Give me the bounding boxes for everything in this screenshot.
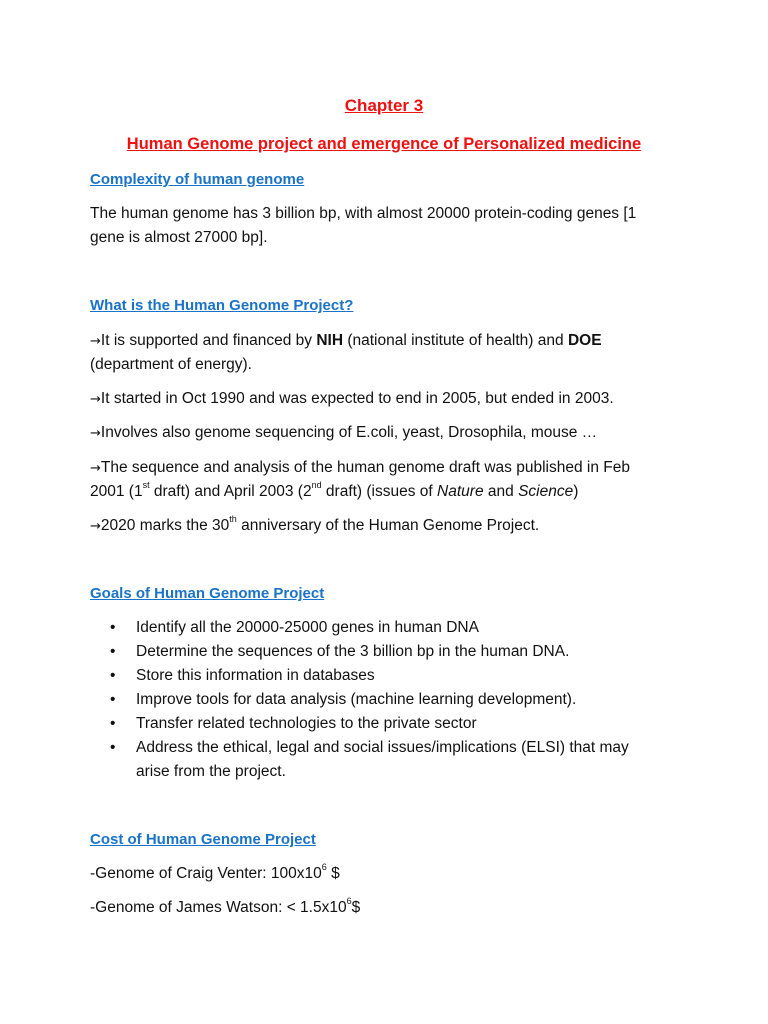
paragraph-line: The human genome has 3 billion bp, with almost 20000 protein-coding genes [1: [90, 205, 637, 222]
arrow-item: →It is supported and financed by NIH (national institute of health) and DOE: [90, 332, 602, 349]
bullet-icon: •: [110, 691, 116, 708]
list-item: • Determine the sequences of the 3 billion bp in the human DNA.: [110, 640, 670, 664]
list-item: • Store this information in databases: [110, 664, 670, 688]
bullet-icon: •: [110, 715, 116, 732]
cost-line: -Genome of James Watson: < $1.5x10^6\$$: [90, 895, 361, 916]
list-item: • Identify all the 20000-25000 genes in human DNA: [110, 616, 670, 640]
arrow-item: →Involves also genome sequencing of E.coli, yeast, Drosophila, mouse …: [90, 424, 598, 441]
arrow-item-continuation: (department of energy).: [90, 356, 252, 373]
bullet-icon: •: [110, 619, 116, 636]
arrow-item: →2020 marks the 30th anniversary of the Human Genome Project.: [90, 513, 540, 534]
document-title: Human Genome project and emergence of Personalized medicine: [126, 135, 642, 153]
bullet-icon: •: [110, 739, 116, 756]
arrow-item: →It started in Oct 1990 and was expected to end in 2005, but ended in 2003.: [90, 390, 614, 407]
cost-line: -Genome of Craig Venter: $100x10^6$ $: [90, 861, 340, 882]
list-item: • Improve tools for data analysis (machine learning development).: [110, 688, 670, 712]
chapter-heading: Chapter 3: [344, 96, 424, 115]
arrow-icon: →: [90, 519, 101, 534]
section-heading-goals: Goals of Human Genome Project: [90, 585, 325, 602]
section-heading-cost: Cost of Human Genome Project: [90, 831, 316, 848]
section-heading-complexity: Complexity of human genome: [90, 171, 305, 188]
arrow-item: →The sequence and analysis of the human genome draft was published in Feb: [90, 459, 630, 476]
arrow-icon: →: [90, 426, 101, 441]
arrow-item-continuation: 2001 (1st draft) and April 2003 (2nd draft) (issues of Nature and Science): [90, 479, 579, 500]
arrow-icon: →: [90, 461, 101, 476]
paragraph-line: gene is almost 27000 bp].: [90, 229, 268, 246]
arrow-icon: →: [90, 392, 101, 407]
arrow-icon: →: [90, 334, 101, 349]
bullet-icon: •: [110, 667, 116, 684]
list-item: • Address the ethical, legal and social issues/implications (ELSI) that may arise from the project.: [110, 736, 670, 784]
bullet-icon: •: [110, 643, 116, 660]
list-item: • Transfer related technologies to the private sector: [110, 712, 670, 736]
section-heading-what-is: What is the Human Genome Project?: [90, 297, 354, 314]
